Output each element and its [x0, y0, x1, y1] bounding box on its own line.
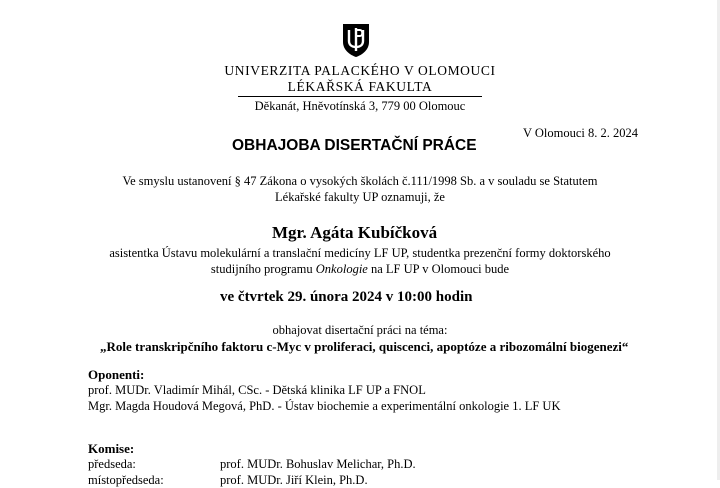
defense-datetime: ve čtvrtek 29. února 2024 v 10:00 hodin: [220, 289, 473, 305]
committee-heading: Komise:: [88, 441, 135, 456]
intro-line-2: Lékařské fakulty UP oznamuji, že: [275, 190, 445, 204]
candidate-line-2-end: na LF UP v Olomouci bude: [367, 262, 510, 276]
dean-office-address: Děkanát, Hněvotínská 3, 779 00 Olomouc: [254, 99, 466, 113]
document-date: V Olomouci 8. 2. 2024: [522, 126, 638, 140]
header-divider: [238, 96, 482, 97]
faculty-name: LÉKAŘSKÁ FAKULTA: [287, 79, 433, 94]
committee-member: prof. MUDr. Bohuslav Melichar, Ph.D.: [220, 457, 416, 471]
intro-paragraph: [0, 173, 720, 205]
intro-line-1: Ve smyslu ustanovení § 47 Zákona o vysokých školách č.111/1998 Sb. a v souladu se Statutem: [122, 174, 598, 188]
opponent-item: prof. MUDr. Vladimír Mihál, CSc. - Dětská klinika LF UP a FNOL: [88, 383, 426, 397]
opponents-heading: Oponenti:: [88, 367, 145, 382]
defense-announcement: obhajovat disertační práci na téma:: [272, 323, 448, 337]
study-program: Onkologie: [315, 262, 368, 276]
candidate-name: Mgr. Agáta Kubíčková: [272, 223, 438, 242]
candidate-line-2: [0, 261, 720, 277]
candidate-line-1: asistentka Ústavu molekulární a translační medicíny LF UP, studentka prezenční formy doktorského: [109, 246, 611, 260]
up-monogram-seal-icon: [340, 22, 372, 58]
document-title: OBHAJOBA DISERTAČNÍ PRÁCE: [232, 137, 477, 154]
university-name: UNIVERZITA PALACKÉHO V OLOMOUCI: [224, 63, 496, 78]
thesis-topic: „Role transkripčního faktoru c-Myc v proliferaci, quiscenci, apoptóze a ribozomální biogenezi“: [100, 339, 629, 354]
committee-role: předseda:: [88, 457, 136, 471]
committee-member: prof. MUDr. Jiří Klein, Ph.D.: [220, 473, 368, 487]
candidate-line-2-start: studijního programu: [210, 262, 316, 276]
committee-role: místopředseda:: [88, 473, 164, 487]
opponent-item: Mgr. Magda Houdová Megová, PhD. - Ústav biochemie a experimentální onkologie 1. LF UK: [88, 399, 561, 413]
candidate-description: [0, 245, 720, 277]
